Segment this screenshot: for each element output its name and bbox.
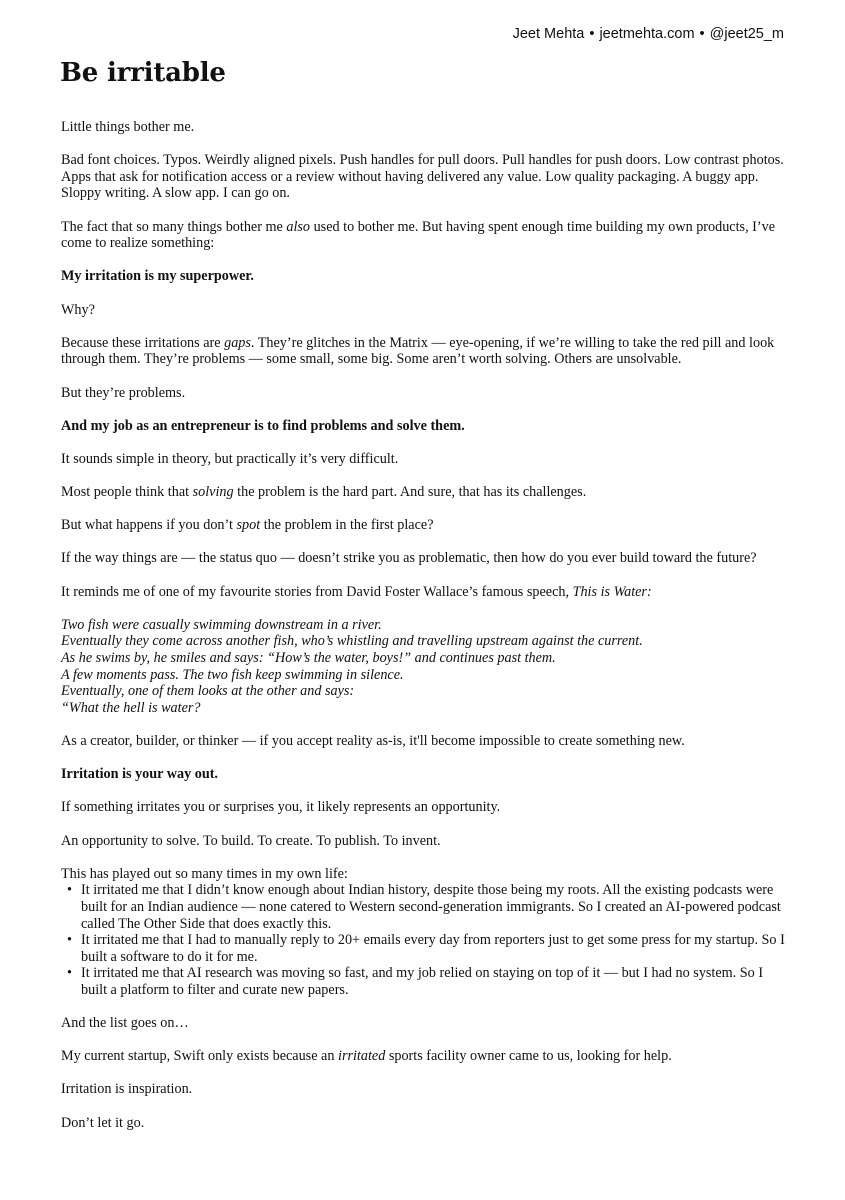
website-link[interactable]: jeetmehta.com bbox=[599, 26, 695, 42]
separator: • bbox=[699, 26, 705, 42]
quote-line: A few moments pass. The two fish keep swimming in silence. bbox=[61, 666, 404, 683]
block-quote bbox=[61, 617, 791, 717]
bold-statement: And my job as an entrepreneur is to find problems and solve them. bbox=[61, 417, 465, 434]
separator: • bbox=[589, 26, 595, 42]
paragraph: But they’re problems. bbox=[61, 384, 186, 401]
quote-line: Eventually, one of them looks at the other and says: bbox=[61, 683, 355, 700]
paragraph: The fact that so many things bother me also used to bother me. But having spent enough time building my own products, I’ve come to realize something: bbox=[61, 218, 775, 252]
examples-list bbox=[61, 882, 791, 998]
paragraph: My current startup, Swift only exists because an irritated sports facility owner came to us, looking for help. bbox=[61, 1048, 672, 1065]
bold-statement: Irritation is your way out. bbox=[61, 766, 218, 783]
byline-header bbox=[513, 26, 784, 42]
paragraph: As a creator, builder, or thinker — if you accept reality as-is, it'll become impossible to create something new. bbox=[61, 732, 685, 749]
paragraph: Irritation is inspiration. bbox=[61, 1081, 193, 1098]
emphasis: gaps bbox=[224, 334, 251, 351]
paragraph: It sounds simple in theory, but practically it’s very difficult. bbox=[61, 450, 399, 467]
emphasis: spot bbox=[236, 517, 261, 534]
paragraph: Little things bother me. bbox=[61, 119, 195, 135]
paragraph: Because these irritations are gaps. They’re glitches in the Matrix — eye-opening, if we’re willing to take the red pill and look through them. They’re problems — some small, some big. Some aren’t worth solving. Others are unsolvable. bbox=[61, 334, 775, 368]
author-name: Jeet Mehta bbox=[512, 26, 585, 42]
quote-line: As he swims by, he smiles and says: “How’s the water, boys!” and continues past them. bbox=[61, 650, 556, 666]
paragraph: And the list goes on… bbox=[61, 1015, 189, 1032]
bold-statement: My irritation is my superpower. bbox=[61, 268, 254, 285]
article-title: Be irritable bbox=[60, 58, 226, 88]
paragraph: Don’t let it go. bbox=[61, 1114, 145, 1131]
emphasis: also bbox=[286, 218, 311, 235]
emphasis: irritated bbox=[338, 1048, 386, 1065]
quote-line: Two fish were casually swimming downstream in a river. bbox=[61, 616, 382, 633]
list-item: • It irritated me that I didn’t know enough about Indian history, despite those being my roots. All the existing podcasts were built for an Indian audience — none catered to Western second-generation immigrants. So I created an AI-powered podcast called The Other Side that does exactly this. bbox=[61, 882, 791, 932]
list-intro: This has played out so many times in my own life: bbox=[61, 865, 348, 882]
quote-line: Eventually they come across another fish, who’s whistling and travelling upstream against the current. bbox=[61, 633, 643, 650]
emphasis: solving bbox=[192, 484, 234, 501]
paragraph: If the way things are — the status quo — doesn’t strike you as problematic, then how do you ever build toward the future? bbox=[61, 550, 757, 567]
list-item: • It irritated me that AI research was moving so fast, and my job relied on staying on top of it — but I had no system. So I built a platform to filter and curate new papers. bbox=[61, 965, 791, 998]
paragraph: If something irritates you or surprises you, it likely represents an opportunity. bbox=[61, 799, 501, 816]
paragraph: Why? bbox=[61, 301, 95, 318]
article-body bbox=[61, 119, 791, 1148]
speech-title: This is Water: bbox=[572, 583, 652, 600]
paragraph: Most people think that solving the problem is the hard part. And sure, that has its challenges. bbox=[61, 484, 587, 501]
paragraph: An opportunity to solve. To build. To create. To publish. To invent. bbox=[61, 832, 441, 849]
paragraph: It reminds me of one of my favourite stories from David Foster Wallace’s famous speech, This is Water: bbox=[61, 583, 652, 600]
paragraph: But what happens if you don’t spot the problem in the first place? bbox=[61, 517, 434, 534]
paragraph: Bad font choices. Typos. Weirdly aligned pixels. Push handles for pull doors. Pull handles for push doors. Low contrast photos. Apps that ask for notification access or a review without having delivered any value. Low quality packaging. A buggy app. Sloppy writing. A slow app. I can go on. bbox=[61, 152, 784, 202]
list-item: • It irritated me that I had to manually reply to 20+ emails every day from reporters just to get some press for my startup. So I built a software to do it for me. bbox=[61, 932, 791, 965]
social-handle-link[interactable]: @jeet25_m bbox=[709, 26, 784, 42]
quote-line: “What the hell is water? bbox=[61, 699, 201, 716]
